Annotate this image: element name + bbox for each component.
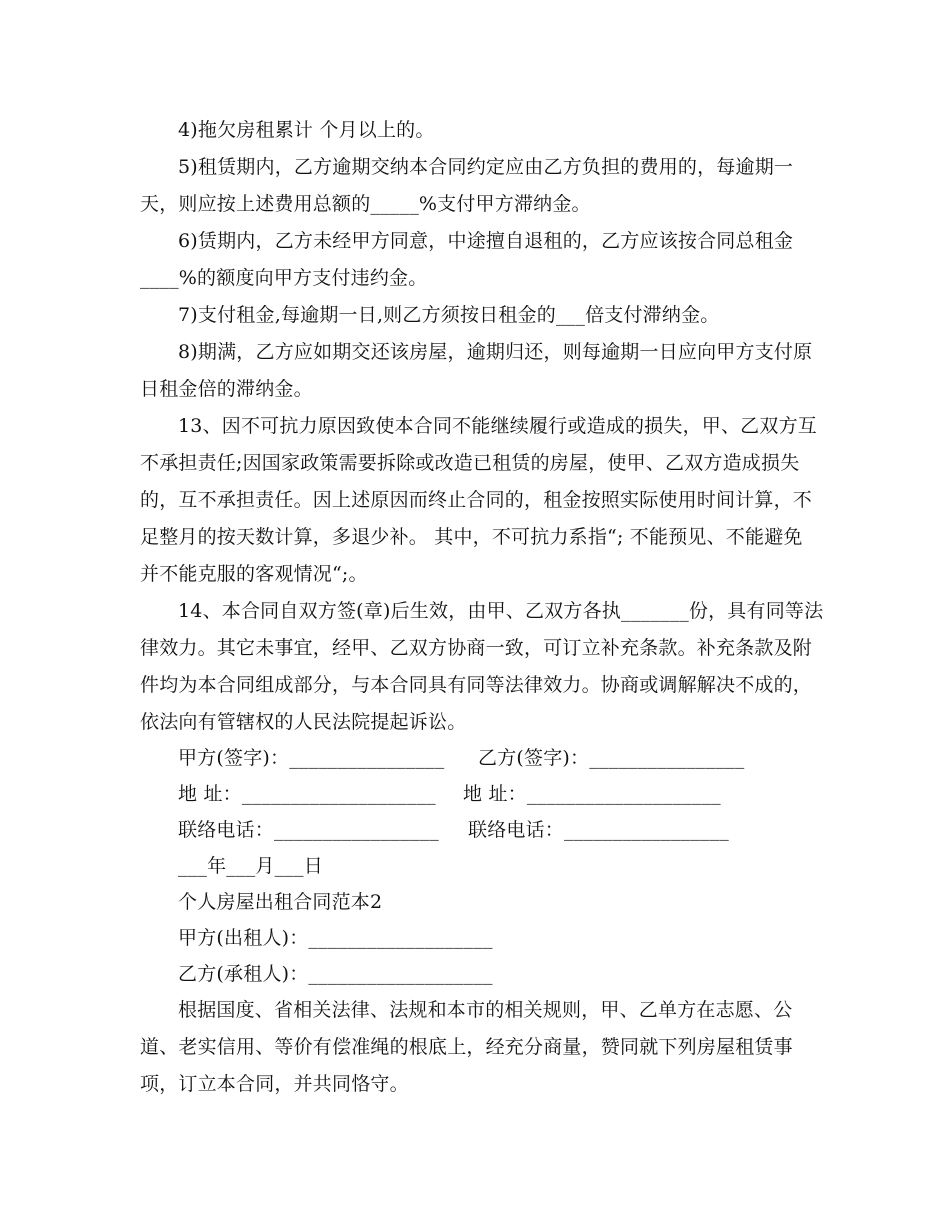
lessee-field: 乙方(承租人)：___________________ bbox=[178, 963, 493, 985]
clause-8-line-2: 日租金倍的滞纳金。 bbox=[140, 378, 313, 400]
clause-13-line-2: 不承担责任;因国家政策需要拆除或改造已租赁的房屋，使甲、乙双方造成损失 bbox=[140, 452, 800, 474]
clause-14-line-3: 件均为本合同组成部分，与本合同具有同等法律效力。协商或调解解决不成的， bbox=[140, 674, 813, 696]
section-title: 个人房屋出租合同范本2 bbox=[178, 891, 383, 913]
clause-7-line: 7)支付租金,每逾期一日,则乙方须按日租金的___倍支付滞纳金。 bbox=[178, 304, 720, 326]
party-a-phone-field: 联络电话：_________________ bbox=[178, 819, 439, 841]
party-a-signature-field: 甲方(签字)：________________ bbox=[178, 747, 445, 769]
preamble-line-2: 道、老实信用、等价有偿准绳的根底上，经充分商量，赞同就下列房屋租赁事 bbox=[140, 1036, 793, 1058]
clause-8-line-1: 8)期满，乙方应如期交还该房屋，逾期归还，则每逾期一日应向甲方支付原 bbox=[178, 341, 813, 363]
clause-13-line-5: 并不能克服的客观情况“;。 bbox=[140, 563, 368, 585]
clause-14-line-1: 14、本合同自双方签(章)后生效，由甲、乙双方各执_______份，具有同等法 bbox=[178, 600, 824, 622]
party-b-address-field: 地 址：____________________ bbox=[463, 783, 721, 805]
preamble-line-1: 根据国度、省相关法律、法规和本市的相关规则，甲、乙单方在志愿、公 bbox=[178, 999, 793, 1021]
clause-14-line-2: 律效力。其它未事宜，经甲、乙双方协商一致，可订立补充条款。补充条款及附 bbox=[140, 637, 813, 659]
clause-5-line-2: 天，则应按上述费用总额的_____%支付甲方滞纳金。 bbox=[140, 193, 591, 215]
clause-5-line-1: 5)租赁期内，乙方逾期交纳本合同约定应由乙方负担的费用的，每逾期一 bbox=[178, 156, 794, 178]
clause-6-line-2: ____%的额度向甲方支付违约金。 bbox=[140, 267, 428, 289]
clause-4-line: 4)拖欠房租累计 个月以上的。 bbox=[178, 119, 435, 141]
clause-13-line-3: 的，互不承担责任。因上述原因而终止合同的，租金按照实际使用时间计算，不 bbox=[140, 489, 813, 511]
party-b-phone-field: 联络电话：_________________ bbox=[468, 819, 729, 841]
party-a-address-field: 地 址：____________________ bbox=[178, 783, 436, 805]
lessor-field: 甲方(出租人)：___________________ bbox=[178, 927, 493, 949]
date-line: ___年___月___日 bbox=[178, 855, 323, 877]
clause-6-line-1: 6)赁期内，乙方未经甲方同意，中途擅自退租的，乙方应该按合同总租金 bbox=[178, 230, 794, 252]
clause-14-line-4: 依法向有管辖权的人民法院提起诉讼。 bbox=[140, 711, 467, 733]
clause-13-line-1: 13、因不可抗力原因致使本合同不能继续履行或造成的损失，甲、乙双方互 bbox=[178, 415, 817, 437]
party-b-signature-field: 乙方(签字)：________________ bbox=[478, 747, 745, 769]
preamble-line-3: 项，订立本合同，并共同恪守。 bbox=[140, 1073, 409, 1095]
clause-13-line-4: 足整月的按天数计算，多退少补。 其中，不可抗力系指“; 不能预见、不能避免 bbox=[140, 526, 803, 548]
